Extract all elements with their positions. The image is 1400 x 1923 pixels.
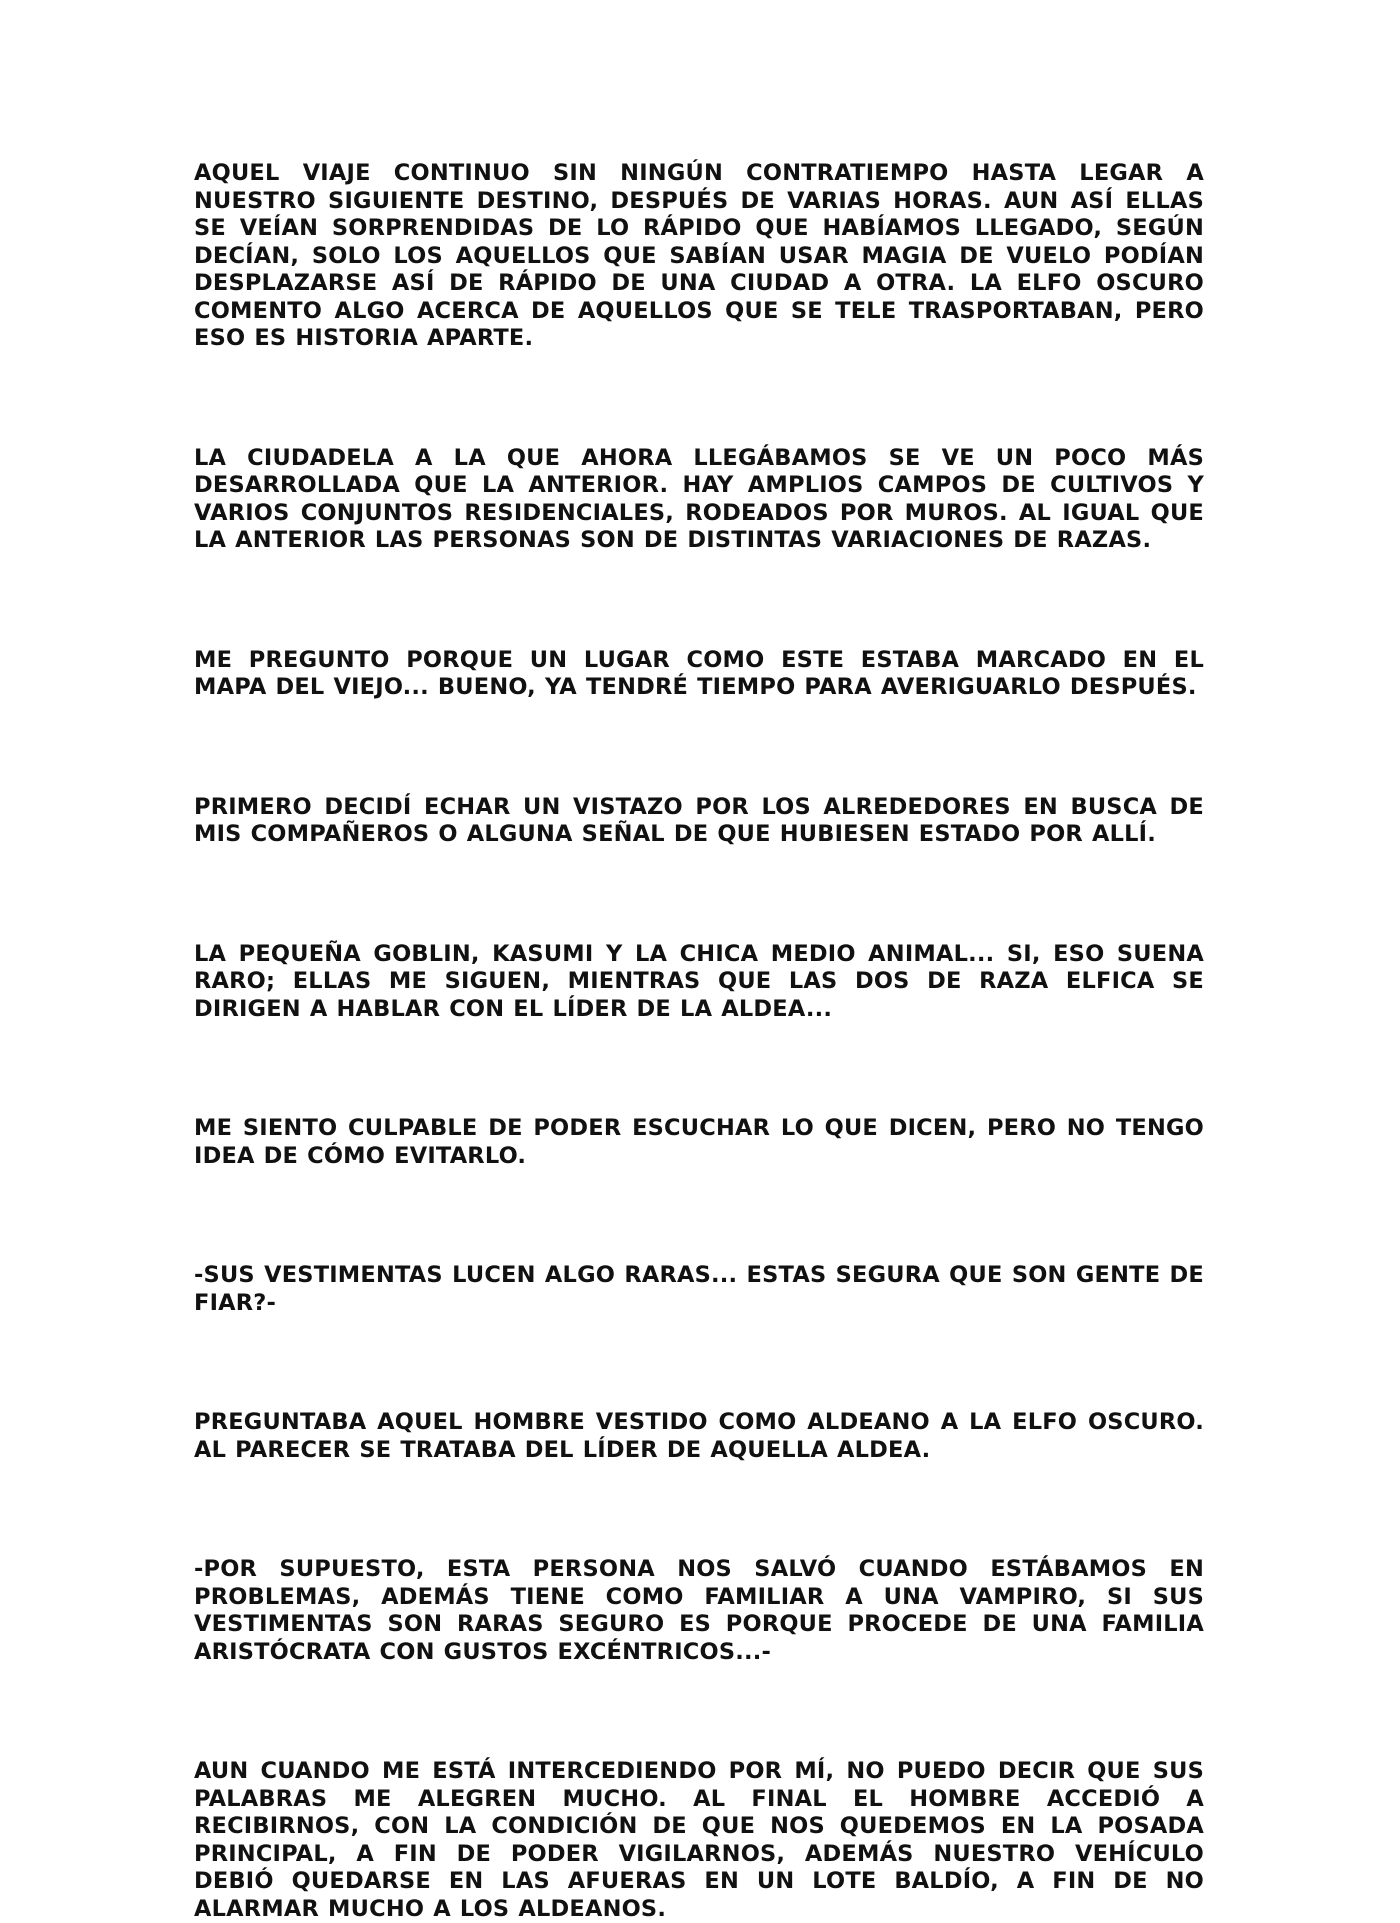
paragraph-1: AQUEL VIAJE CONTINUO SIN NINGÚN CONTRATIEMPO HASTA LEGAR A NUESTRO SIGUIENTE DESTINO, DESPUÉS DE VARIAS HORAS. AUN ASÍ ELLAS SE VEÍAN SORPRENDIDAS DE LO RÁPIDO QUE HABÍAMOS LLEGADO, SEGÚN DECÍAN, SOLO LOS AQUELLOS QUE SABÍAN USAR MAGIA DE VUELO PODÍAN DESPLAZARSE ASÍ DE RÁPIDO DE UNA CIUDAD A OTRA. LA ELFO OSCURO COMENTO ALGO ACERCA DE AQUELLOS QUE SE TELE TRASPORTABAN, PERO ESO ES HISTORIA APARTE. (194, 160, 1204, 351)
paragraph-6: ME SIENTO CULPABLE DE PODER ESCUCHAR LO QUE DICEN, PERO NO TENGO IDEA DE CÓMO EVITARLO. (194, 1115, 1204, 1169)
story-text-column (194, 160, 1204, 1923)
paragraph-5: LA PEQUEÑA GOBLIN, KASUMI Y LA CHICA MEDIO ANIMAL... SI, ESO SUENA RARO; ELLAS ME SIGUEN, MIENTRAS QUE LAS DOS DE RAZA ELFICA SE DIRIGEN A HABLAR CON EL LÍDER DE LA ALDEA... (194, 940, 1204, 1022)
dialogue-paragraph-7: -SUS VESTIMENTAS LUCEN ALGO RARAS... ESTAS SEGURA QUE SON GENTE DE FIAR?- (194, 1262, 1204, 1316)
paragraph-2: LA CIUDADELA A LA QUE AHORA LLEGÁBAMOS SE VE UN POCO MÁS DESARROLLADA QUE LA ANTERIOR. HAY AMPLIOS CAMPOS DE CULTIVOS Y VARIOS CONJUNTOS RESIDENCIALES, RODEADOS POR MUROS. AL IGUAL QUE LA ANTERIOR LAS PERSONAS SON DE DISTINTAS VARIACIONES DE RAZAS. (194, 444, 1204, 553)
paragraph-4: PRIMERO DECIDÍ ECHAR UN VISTAZO POR LOS ALREDEDORES EN BUSCA DE MIS COMPAÑEROS O ALGUNA SEÑAL DE QUE HUBIESEN ESTADO POR ALLÍ. (194, 793, 1204, 847)
dialogue-paragraph-9: -POR SUPUESTO, ESTA PERSONA NOS SALVÓ CUANDO ESTÁBAMOS EN PROBLEMAS, ADEMÁS TIENE COMO FAMILIAR A UNA VAMPIRO, SI SUS VESTIMENTAS SON RARAS SEGURO ES PORQUE PROCEDE DE UNA FAMILIA ARISTÓCRATA CON GUSTOS EXCÉNTRICOS...- (194, 1556, 1204, 1665)
paragraph-3: ME PREGUNTO PORQUE UN LUGAR COMO ESTE ESTABA MARCADO EN EL MAPA DEL VIEJO... BUENO, YA TENDRÉ TIEMPO PARA AVERIGUARLO DESPUÉS. (194, 646, 1204, 700)
paragraph-10: AUN CUANDO ME ESTÁ INTERCEDIENDO POR MÍ, NO PUEDO DECIR QUE SUS PALABRAS ME ALEGREN MUCHO. AL FINAL EL HOMBRE ACCEDIÓ A RECIBIRNOS, CON LA CONDICIÓN DE QUE NOS QUEDEMOS EN LA POSADA PRINCIPAL, A FIN DE PODER VIGILARNOS, ADEMÁS NUESTRO VEHÍCULO DEBIÓ QUEDARSE EN LAS AFUERAS EN UN LOTE BALDÍO, A FIN DE NO ALARMAR MUCHO A LOS ALDEANOS. (194, 1758, 1204, 1922)
paragraph-8: PREGUNTABA AQUEL HOMBRE VESTIDO COMO ALDEANO A LA ELFO OSCURO. AL PARECER SE TRATABA DEL LÍDER DE AQUELLA ALDEA. (194, 1409, 1204, 1463)
